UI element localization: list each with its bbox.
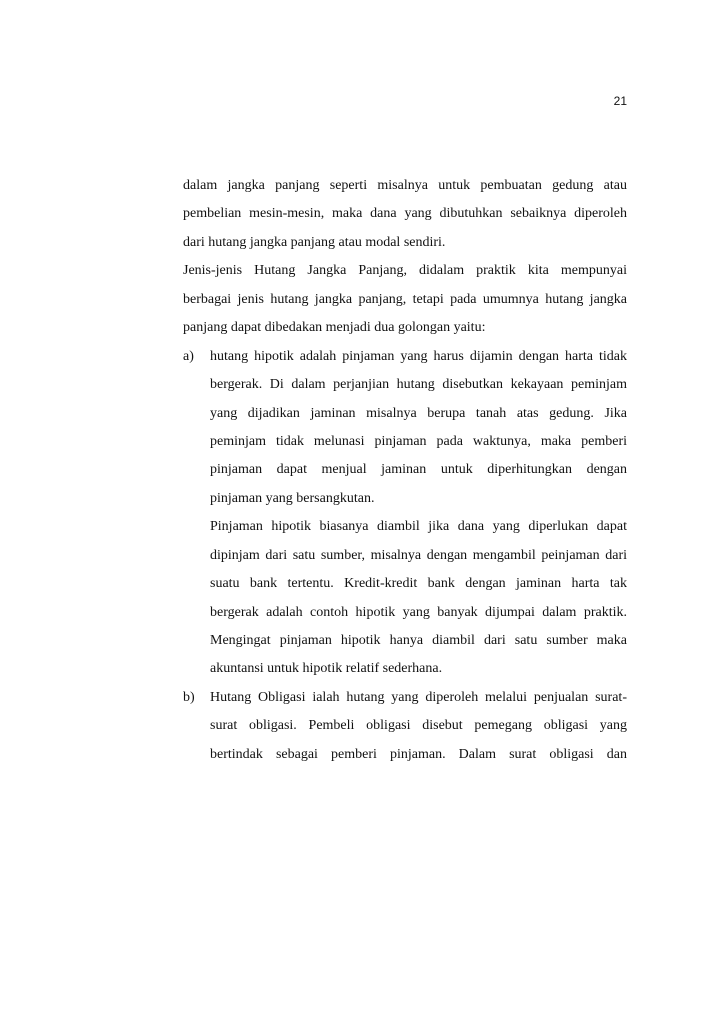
list-marker: a)	[183, 348, 194, 364]
text-line: pembelian mesin-mesin, maka dana yang dibutuhkan sebaiknya diperoleh	[183, 206, 627, 222]
list-item-b	[183, 684, 627, 769]
text-line: hutang hipotik adalah pinjaman yang harus dijamin dengan harta tidak	[210, 348, 627, 364]
text-line: yang dijadikan jaminan misalnya berupa tanah atas gedung. Jika	[210, 405, 627, 421]
text-line: Mengingat pinjaman hipotik hanya diambil dari satu sumber maka	[210, 633, 627, 648]
text-line: Jenis-jenis Hutang Jangka Panjang, didalam praktik kita mempunyai	[183, 263, 627, 279]
text-line: bergerak. Di dalam perjanjian hutang disebutkan kekayaan peminjam	[210, 377, 627, 393]
continuation-paragraph	[183, 172, 627, 257]
text-line: pinjaman dapat menjual jaminan untuk diperhitungkan dengan	[210, 462, 627, 478]
text-line: surat obligasi. Pembeli obligasi disebut pemegang obligasi yang	[210, 718, 627, 734]
text-line: bergerak adalah contoh hipotik yang banyak dijumpai dalam praktik.	[210, 604, 627, 620]
text-line: akuntansi untuk hipotik relatif sederhana.	[210, 661, 443, 677]
text-line: dipinjam dari satu sumber, misalnya dengan mengambil peinjaman dari	[210, 547, 627, 563]
text-line: peminjam tidak melunasi pinjaman pada waktunya, maka pemberi	[210, 433, 627, 449]
text-line: dalam jangka panjang seperti misalnya untuk pembuatan gedung atau	[183, 178, 627, 193]
text-line: panjang dapat dibedakan menjadi dua golongan yaitu:	[183, 320, 486, 336]
intro-paragraph	[183, 257, 627, 342]
document-body	[183, 172, 627, 769]
page-number: 21	[613, 94, 627, 108]
text-line: Hutang Obligasi ialah hutang yang diperoleh melalui penjualan surat-	[210, 689, 627, 705]
text-line: berbagai jenis hutang jangka panjang, tetapi pada umumnya hutang jangka	[183, 291, 627, 307]
text-line: dari hutang jangka panjang atau modal sendiri.	[183, 234, 446, 250]
text-line: suatu bank tertentu. Kredit-kredit bank dengan jaminan harta tak	[210, 576, 627, 592]
list-marker: b)	[183, 689, 195, 705]
list-item-a	[183, 343, 627, 684]
text-line: Pinjaman hipotik biasanya diambil jika dana yang diperlukan dapat	[210, 519, 627, 535]
text-line: pinjaman yang bersangkutan.	[210, 490, 375, 506]
text-line: bertindak sebagai pemberi pinjaman. Dalam surat obligasi dan	[210, 746, 627, 762]
